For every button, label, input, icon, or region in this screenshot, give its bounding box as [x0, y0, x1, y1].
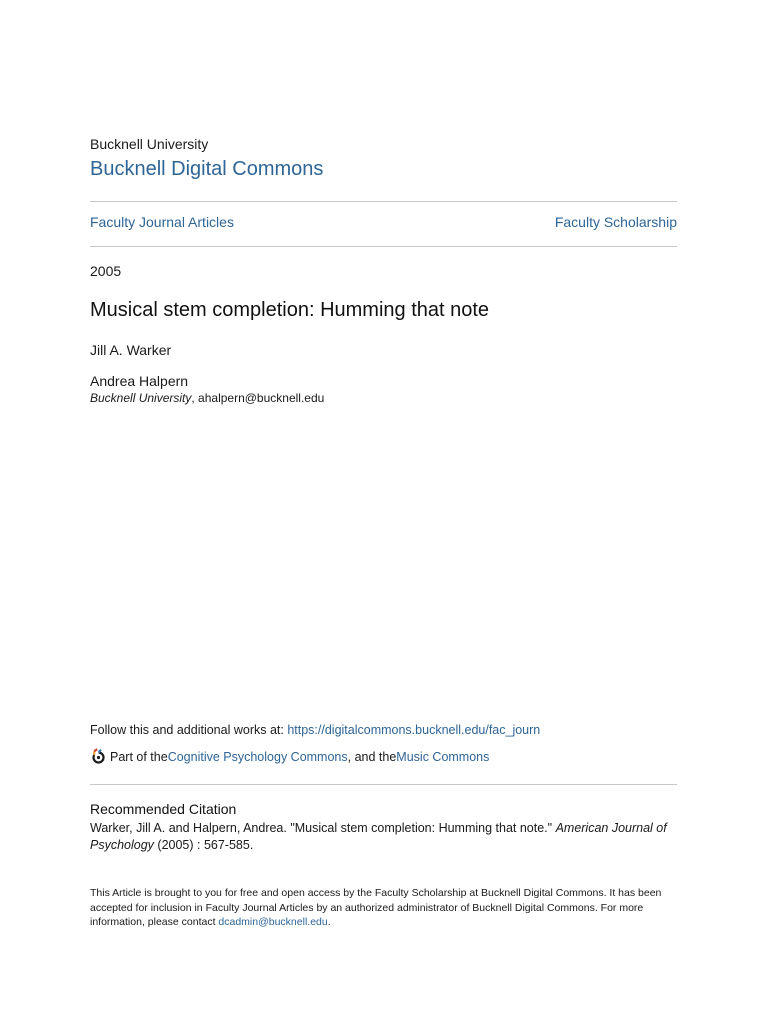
- affiliation-separator: ,: [191, 391, 199, 405]
- affiliation-name: Bucknell University: [90, 391, 192, 405]
- contact-email-link[interactable]: dcadmin@bucknell.edu: [218, 916, 328, 928]
- access-notice: [90, 886, 662, 930]
- publication-year: 2005: [90, 263, 122, 279]
- article-title: Musical stem completion: Humming that note: [90, 299, 490, 321]
- faculty-journal-articles-link[interactable]: Faculty Journal Articles: [90, 214, 234, 230]
- part-of-prefix: Part of the: [110, 749, 168, 764]
- part-of-line: [90, 748, 489, 765]
- citation-text: [90, 820, 680, 854]
- notice-end: .: [327, 916, 331, 928]
- faculty-scholarship-link[interactable]: Faculty Scholarship: [554, 214, 677, 230]
- follow-prefix: Follow this and additional works at:: [90, 723, 288, 737]
- citation-end: (2005) : 567-585.: [153, 838, 254, 852]
- citation-journal: American Journal of Psychology: [90, 821, 667, 852]
- music-commons-link[interactable]: Music Commons: [396, 749, 490, 764]
- author-name: Jill A. Warker: [90, 342, 172, 358]
- collection-url-link[interactable]: https://digitalcommons.bucknell.edu/fac_journ: [287, 723, 541, 737]
- cognitive-psychology-commons-link[interactable]: Cognitive Psychology Commons: [167, 749, 348, 764]
- author-name: Andrea Halpern: [90, 373, 189, 389]
- institution-name: Bucknell University: [90, 136, 209, 152]
- open-access-icon: [90, 748, 107, 765]
- repository-link[interactable]: Bucknell Digital Commons: [90, 158, 324, 180]
- citation-start: Warker, Jill A. and Halpern, Andrea. "Musical stem completion: Humming that note.": [90, 821, 556, 835]
- follow-line: [90, 723, 540, 737]
- divider-nav: [90, 246, 677, 247]
- part-of-middle: , and the: [347, 749, 397, 764]
- author-affiliation: [90, 391, 324, 405]
- notice-text: This Article is brought to you for free and open access by the Faculty Scholarship at Bucknell Digital Commons. It has been accepted for inclusion in Faculty Journal Articles by an authorized administrator of Bucknell Digital Commons. For more information, please contact: [90, 887, 662, 928]
- divider-citation: [90, 784, 677, 785]
- divider-top: [90, 201, 677, 202]
- author-email: ahalpern@bucknell.edu: [198, 391, 325, 405]
- citation-heading: Recommended Citation: [90, 801, 237, 817]
